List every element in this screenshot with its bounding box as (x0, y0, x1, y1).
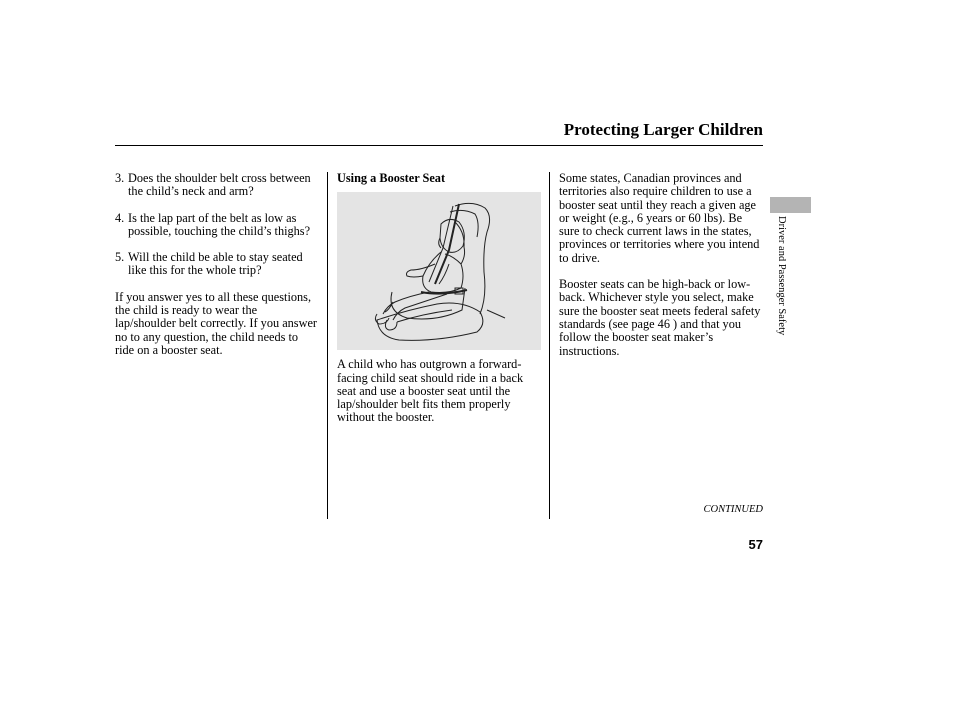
item-text: Will the child be able to stay seated like this for the whole trip? (128, 250, 303, 278)
column-divider (327, 172, 328, 519)
section-heading: Using a Booster Seat (337, 171, 446, 185)
section-tab-marker (770, 197, 811, 213)
illustration-caption: A child who has outgrown a forward-facing child seat should ride in a back seat and use a booster seat until the lap/shoulder belt fits them properly without the booster. (337, 357, 524, 425)
column-right (559, 172, 764, 371)
title-rule (115, 145, 763, 146)
list-item (115, 172, 320, 199)
booster-types-paragraph: Booster seats can be high-back or low-back. Whichever style you select, make sure the booster seat meets federal safety standards (see page 46 ) and that you follow the booster seat maker’s instructions. (559, 277, 761, 358)
page-title: Protecting Larger Children (563, 120, 763, 139)
item-text: Is the lap part of the belt as low as possible, touching the child’s thighs? (128, 210, 311, 238)
laws-paragraph: Some states, Canadian provinces and territories also require children to use a booster seat until they reach a given age or weight (e.g., 6 years or 60 lbs). Be sure to check current laws in the states, provinces or territories where you intend to drive. (559, 171, 760, 265)
item-number: 4. (115, 210, 125, 225)
column-middle (337, 172, 542, 438)
column-divider (549, 172, 550, 519)
item-number: 3. (115, 171, 125, 185)
list-item (115, 251, 320, 278)
page-number: 57 (748, 537, 763, 552)
item-text: Does the shoulder belt cross between the child’s neck and arm? (128, 171, 311, 199)
section-tab-label: Driver and Passenger Safety (776, 216, 787, 336)
column-left (115, 172, 320, 370)
continued-label: CONTINUED (703, 504, 763, 515)
answer-paragraph: If you answer yes to all these questions, the child is ready to wear the lap/shoulder belt correctly. If you answer no to any question, the child needs to ride on a booster seat. (115, 289, 318, 357)
item-number: 5. (115, 250, 125, 265)
booster-seat-illustration (337, 192, 541, 350)
list-item (115, 212, 320, 239)
